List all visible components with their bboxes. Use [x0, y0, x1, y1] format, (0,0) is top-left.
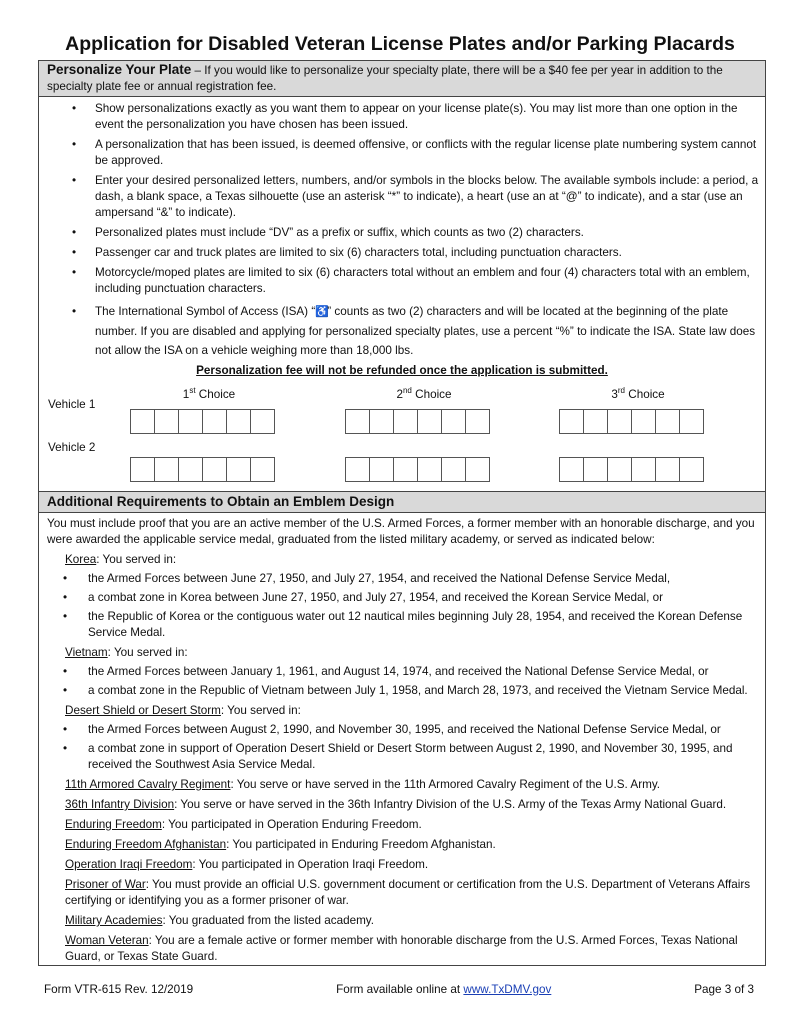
form-number: Form VTR-615 Rev. 12/2019 — [44, 983, 194, 996]
section-header — [39, 61, 765, 97]
item-label: Enduring Freedom Afghanistan — [65, 838, 227, 851]
emblem-item — [39, 933, 765, 965]
character-box[interactable] — [583, 457, 608, 482]
bullet-item: • the Armed Forces between January 1, 1961, and August 14, 1974, and received the National Defense Service Medal, or — [39, 664, 765, 680]
item-text: : You graduated from the listed academy. — [162, 914, 375, 927]
plate-entry-vehicle2-choice3 — [560, 457, 704, 482]
character-box[interactable] — [130, 457, 155, 482]
character-box[interactable] — [607, 457, 632, 482]
character-box[interactable] — [250, 409, 275, 434]
character-box[interactable] — [583, 409, 608, 434]
group-text: : You served in: — [107, 646, 188, 659]
bullet-item: • the Armed Forces between June 27, 1950, and July 27, 1954, and received the National Defense Service Medal, — [39, 571, 765, 587]
character-box[interactable] — [226, 409, 251, 434]
emblem-item — [39, 837, 765, 853]
plate-entry-vehicle1-choice3 — [560, 409, 704, 434]
character-box[interactable] — [655, 457, 680, 482]
vehicle-2-label: Vehicle 2 — [48, 441, 96, 454]
character-box[interactable] — [345, 457, 370, 482]
group-text: : You served in: — [96, 553, 177, 566]
character-box[interactable] — [202, 457, 227, 482]
emblem-intro: You must include proof that you are an active member of the U.S. Armed Forces, a former member with an honorable discharge, and you were awarded the applicable service medal, graduated from the listed military academy, or served as indicated below: — [47, 517, 755, 546]
character-box[interactable] — [369, 457, 394, 482]
choice-number: 3 — [611, 388, 618, 401]
page-title: Application for Disabled Veteran License Plates and/or Parking Placards — [65, 33, 735, 55]
group-desert — [39, 703, 765, 719]
isa-text: The International Symbol of Access (ISA) “ — [95, 305, 316, 318]
item-text: : You must provide an official U.S. government document or certification from the U.S. Department of Veterans Affairs certifying or identifying you as a former prisoner of war. — [65, 878, 751, 907]
character-box[interactable] — [154, 457, 179, 482]
bullet-item: • Show personalizations exactly as you want them to appear on your license plate(s). You may list more than one option in the event the personalization you have chosen has been issued. — [39, 101, 765, 133]
bullet-item: • a combat zone in Korea between June 27, 1950, and July 27, 1954, and received the Korean Service Medal, or — [39, 590, 765, 606]
choice-header — [344, 387, 504, 403]
bullet-item: • a combat zone in the Republic of Vietnam between July 1, 1958, and March 28, 1973, and received the Vietnam Service Medal. — [39, 683, 765, 699]
bullet-item: • A personalization that has been issued, is deemed offensive, or conflicts with the regular license plate numbering system cannot be approved. — [39, 137, 765, 169]
wheelchair-icon: ♿ — [315, 306, 329, 318]
bullet-item: • a combat zone in support of Operation Desert Shield or Desert Storm between August 2, 1990, and November 30, 1995, and received the Southwest Asia Service Medal. — [39, 741, 765, 773]
item-text: : You serve or have served in the 36th Infantry Division of the U.S. Army of the Texas Army National Guard. — [174, 798, 727, 811]
emblem-item — [39, 913, 765, 929]
online-text: Form available online at — [336, 983, 464, 996]
vehicle-1-label: Vehicle 1 — [48, 398, 96, 411]
choice-label: Choice — [411, 388, 452, 401]
emblem-item — [39, 877, 765, 909]
character-box[interactable] — [417, 409, 442, 434]
item-label: Enduring Freedom — [65, 818, 162, 831]
choice-number: 2 — [396, 388, 403, 401]
plate-entry-vehicle1-choice2 — [346, 409, 490, 434]
bullet-item: • the Armed Forces between August 2, 1990, and November 30, 1995, and received the National Defense Service Medal, or — [39, 722, 765, 738]
section-intro: – If you would like to personalize your specialty plate, there will be a $40 fee per year in addition to the specialty plate fee or annual registration fee. — [47, 64, 723, 93]
plate-entry-vehicle1-choice1 — [131, 409, 275, 434]
character-box[interactable] — [226, 457, 251, 482]
character-box[interactable] — [559, 409, 584, 434]
character-box[interactable] — [465, 409, 490, 434]
choice-header — [558, 387, 718, 403]
character-box[interactable] — [441, 457, 466, 482]
character-box[interactable] — [369, 409, 394, 434]
txdmv-link[interactable]: www.TxDMV.gov — [463, 983, 552, 996]
item-label: 11th Armored Cavalry Regiment — [65, 778, 231, 791]
section-heading: Additional Requirements to Obtain an Emblem Design — [47, 494, 395, 509]
form-box — [38, 60, 766, 966]
group-label: Vietnam — [65, 646, 108, 659]
group-label: Korea — [65, 553, 97, 566]
emblem-item — [39, 857, 765, 873]
bullet-item: • Passenger car and truck plates are limited to six (6) characters total, including punctuation characters. — [39, 245, 765, 261]
character-box[interactable] — [393, 457, 418, 482]
group-korea — [39, 552, 765, 568]
emblem-item — [39, 797, 765, 813]
character-box[interactable] — [178, 409, 203, 434]
character-box[interactable] — [417, 457, 442, 482]
item-text: : You serve or have served in the 11th Armored Cavalry Regiment of the U.S. Army. — [230, 778, 661, 791]
character-box[interactable] — [465, 457, 490, 482]
section-header — [39, 492, 765, 513]
personalize-section — [39, 61, 765, 492]
character-box[interactable] — [441, 409, 466, 434]
choice-label: Choice — [195, 388, 236, 401]
plate-entry-vehicle2-choice2 — [346, 457, 490, 482]
footer — [44, 982, 754, 998]
item-label: Prisoner of War — [65, 878, 146, 891]
character-box[interactable] — [679, 457, 704, 482]
item-label: Operation Iraqi Freedom — [65, 858, 193, 871]
character-box[interactable] — [679, 409, 704, 434]
item-text: : You are a female active or former member with honorable discharge from the U.S. Armed Forces, Texas National Guard, or Texas State Guard. — [65, 934, 738, 963]
bullet-item: • Motorcycle/moped plates are limited to six (6) characters total without an emblem and four (4) characters total with an emblem, including punctuation characters. — [39, 265, 765, 297]
choice-label: Choice — [625, 388, 665, 401]
character-box[interactable] — [631, 457, 656, 482]
choice-ordinal: rd — [617, 386, 625, 396]
character-box[interactable] — [655, 409, 680, 434]
character-box[interactable] — [178, 457, 203, 482]
group-vietnam — [39, 645, 765, 661]
character-box[interactable] — [631, 409, 656, 434]
page-number: Page 3 of 3 — [694, 983, 754, 996]
isa-text: ” counts as two (2) characters and will be located at the beginning of the plate number. If you are disabled and applying for personalized specialty plates, use a percent “%” to indicate the ISA. State law does not allow the ISA on a vehicle weighing more than 18,000 lbs. — [95, 305, 756, 357]
item-label: 36th Infantry Division — [65, 798, 175, 811]
group-label: Desert Shield or Desert Storm — [65, 704, 221, 717]
character-box[interactable] — [607, 409, 632, 434]
choice-ordinal: nd — [402, 386, 412, 396]
bullet-item: • Personalized plates must include “DV” as a prefix or suffix, which counts as two (2) characters. — [39, 225, 765, 241]
group-text: : You served in: — [220, 704, 301, 717]
item-text: : You participated in Operation Enduring Freedom. — [161, 818, 422, 831]
section-heading: Personalize Your Plate — [47, 62, 192, 77]
item-text: : You participated in Operation Iraqi Freedom. — [192, 858, 429, 871]
character-box[interactable] — [559, 457, 584, 482]
emblem-item — [39, 817, 765, 833]
character-box[interactable] — [250, 457, 275, 482]
bullet-item: • the Republic of Korea or the contiguous water out 12 nautical miles beginning July 28, 1954, and received the Korean Defense Service Medal. — [39, 609, 765, 641]
character-box[interactable] — [345, 409, 370, 434]
character-box[interactable] — [130, 409, 155, 434]
item-text: : You participated in Enduring Freedom Afghanistan. — [226, 838, 496, 851]
choice-ordinal: st — [189, 386, 196, 396]
choice-header — [129, 387, 289, 403]
choice-number: 1 — [182, 388, 190, 401]
bullet-item: • Enter your desired personalized letters, numbers, and/or symbols in the blocks below. The available symbols include: a period, a dash, a blank space, a Texas silhouette (use an asterisk “*” to indicate), a heart (use an at “@” to indicate), and a star (use an ampersand “&” to indicate). — [39, 173, 765, 221]
character-box[interactable] — [154, 409, 179, 434]
item-label: Woman Veteran — [65, 934, 149, 947]
plate-entry-vehicle2-choice1 — [131, 457, 275, 482]
item-label: Military Academies — [65, 914, 163, 927]
emblem-section — [39, 492, 765, 965]
character-box[interactable] — [393, 409, 418, 434]
online-note — [336, 982, 551, 998]
refund-notice: Personalization fee will not be refunded once the application is submitted. — [196, 364, 608, 377]
isa-bullet — [39, 302, 765, 360]
emblem-item — [39, 777, 765, 793]
character-box[interactable] — [202, 409, 227, 434]
